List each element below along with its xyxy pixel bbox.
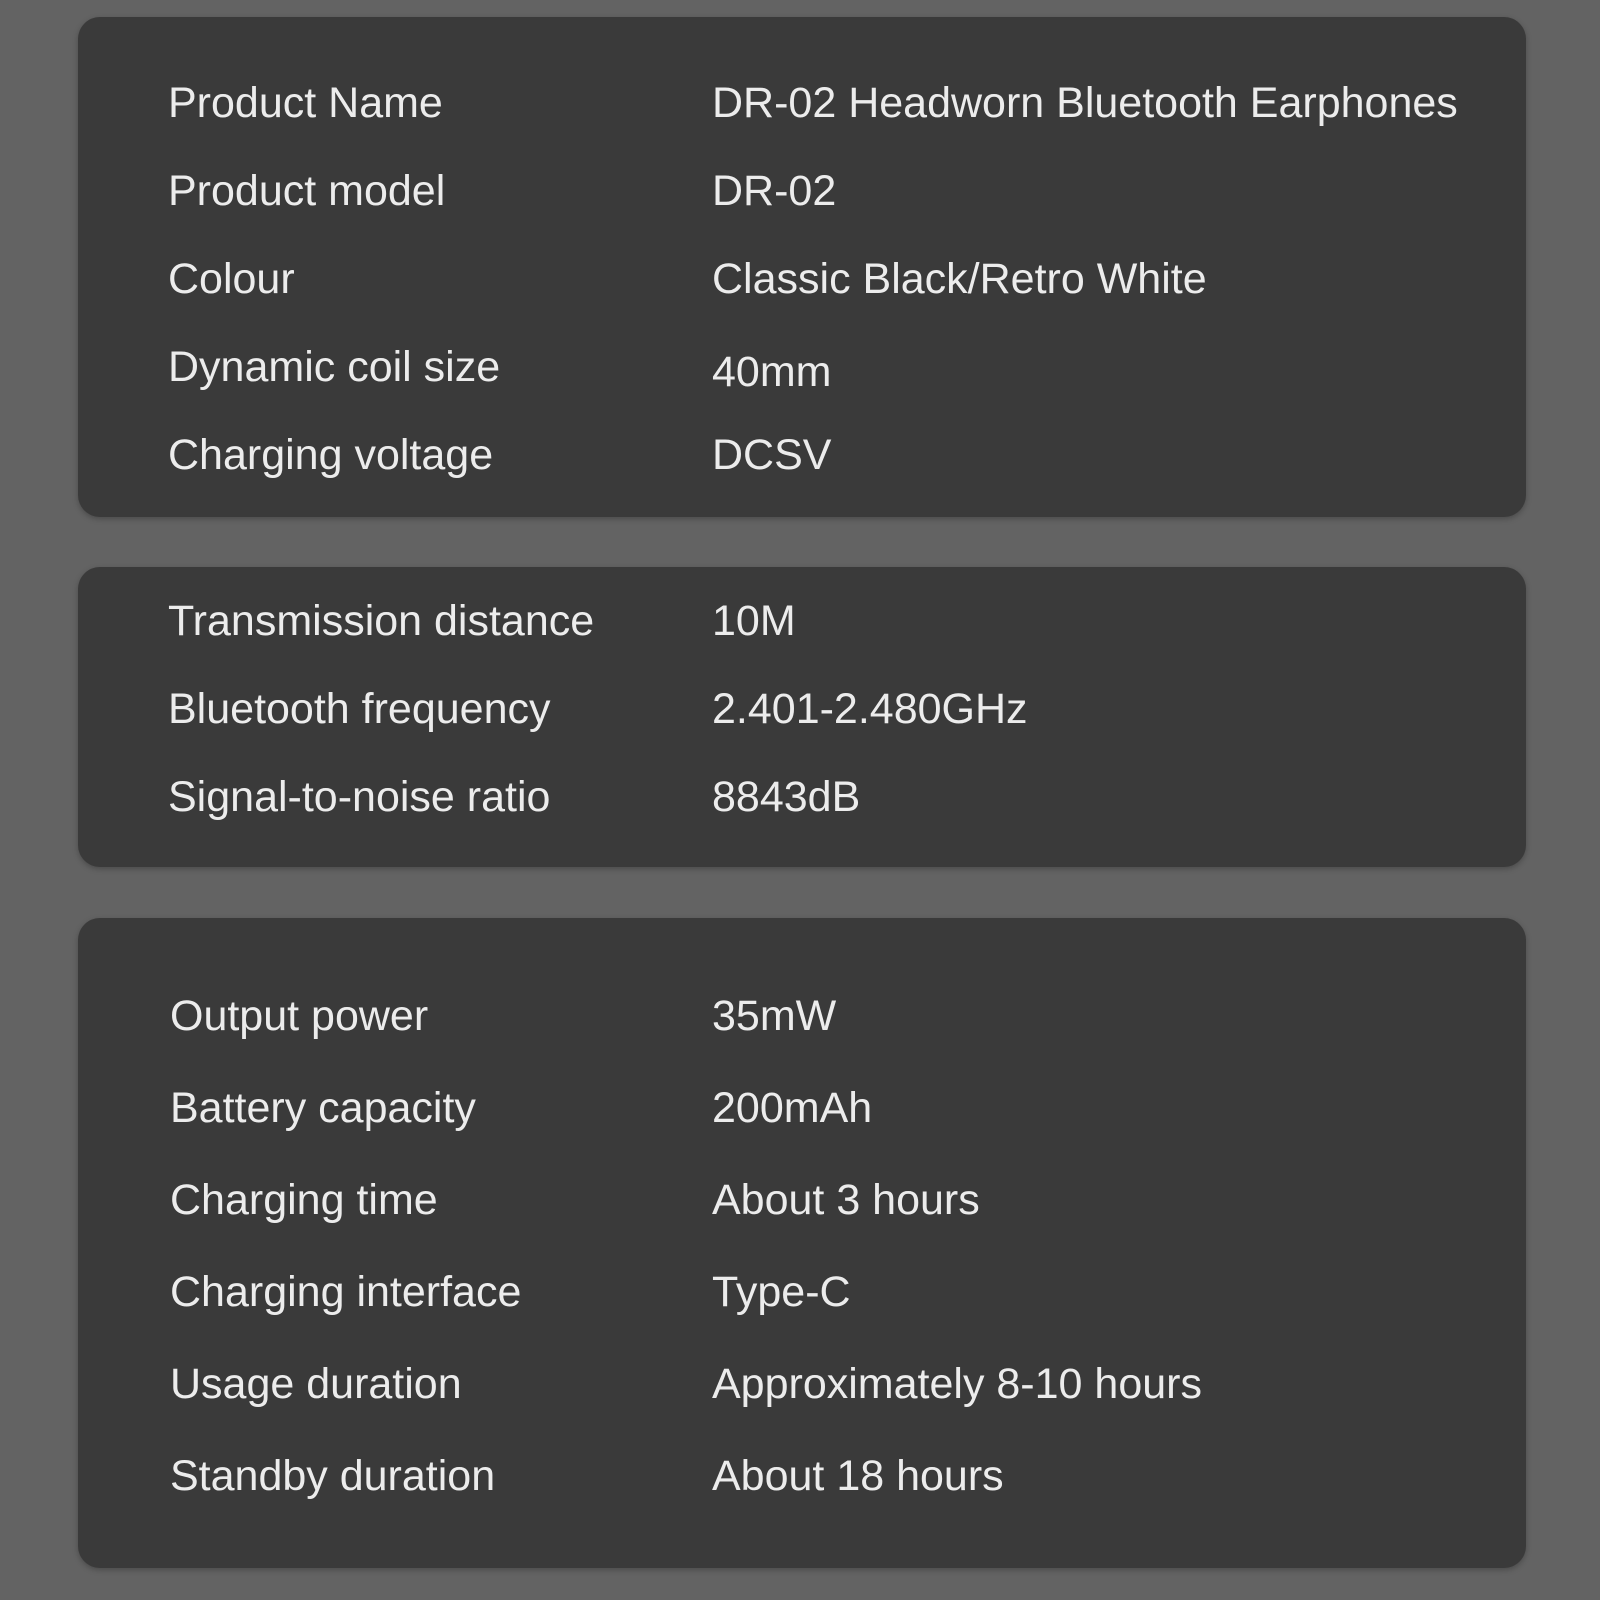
spec-label: Dynamic coil size — [168, 343, 501, 391]
spec-label: Signal-to-noise ratio — [168, 773, 551, 821]
spec-row-transmission-distance — [78, 591, 1526, 651]
spec-value: 200mAh — [712, 1084, 873, 1132]
spec-row-signal-to-noise-ratio — [78, 767, 1526, 827]
spec-value: DR-02 — [712, 167, 837, 215]
spec-row-charging-interface — [78, 1262, 1526, 1322]
spec-card-wireless — [78, 567, 1526, 867]
spec-value: 40mm — [712, 348, 832, 396]
spec-label: Product model — [168, 167, 446, 215]
spec-card-general — [78, 17, 1526, 517]
spec-row-charging-voltage — [78, 425, 1526, 485]
spec-label: Standby duration — [170, 1452, 496, 1500]
spec-row-bluetooth-frequency — [78, 679, 1526, 739]
spec-value: About 3 hours — [712, 1176, 980, 1224]
spec-row-output-power — [78, 986, 1526, 1046]
spec-row-charging-time — [78, 1170, 1526, 1230]
spec-value: About 18 hours — [712, 1452, 1004, 1500]
spec-value: Approximately 8-10 hours — [712, 1360, 1202, 1408]
spec-row-usage-duration — [78, 1354, 1526, 1414]
spec-label: Charging voltage — [168, 431, 494, 479]
spec-row-standby-duration — [78, 1446, 1526, 1506]
spec-value: 10M — [712, 597, 796, 645]
spec-value: DCSV — [712, 431, 832, 479]
spec-label: Colour — [168, 255, 295, 303]
spec-label: Output power — [170, 992, 429, 1040]
spec-label: Product Name — [168, 79, 443, 127]
spec-label: Battery capacity — [170, 1084, 476, 1132]
spec-row-product-name — [78, 73, 1526, 133]
spec-value: 35mW — [712, 992, 837, 1040]
spec-value: Classic Black/Retro White — [712, 255, 1207, 303]
spec-label: Transmission distance — [168, 597, 595, 645]
spec-value: Type-C — [712, 1268, 851, 1316]
spec-value: 2.401-2.480GHz — [712, 685, 1028, 733]
spec-row-dynamic-coil-size — [78, 337, 1526, 397]
spec-label: Usage duration — [170, 1360, 462, 1408]
spec-card-power — [78, 918, 1526, 1568]
spec-value: DR-02 Headworn Bluetooth Earphones — [712, 79, 1458, 127]
spec-label: Bluetooth frequency — [168, 685, 551, 733]
spec-label: Charging time — [170, 1176, 438, 1224]
spec-row-battery-capacity — [78, 1078, 1526, 1138]
spec-label: Charging interface — [170, 1268, 522, 1316]
spec-row-product-model — [78, 161, 1526, 221]
spec-row-colour — [78, 249, 1526, 309]
spec-value: 8843dB — [712, 773, 861, 821]
